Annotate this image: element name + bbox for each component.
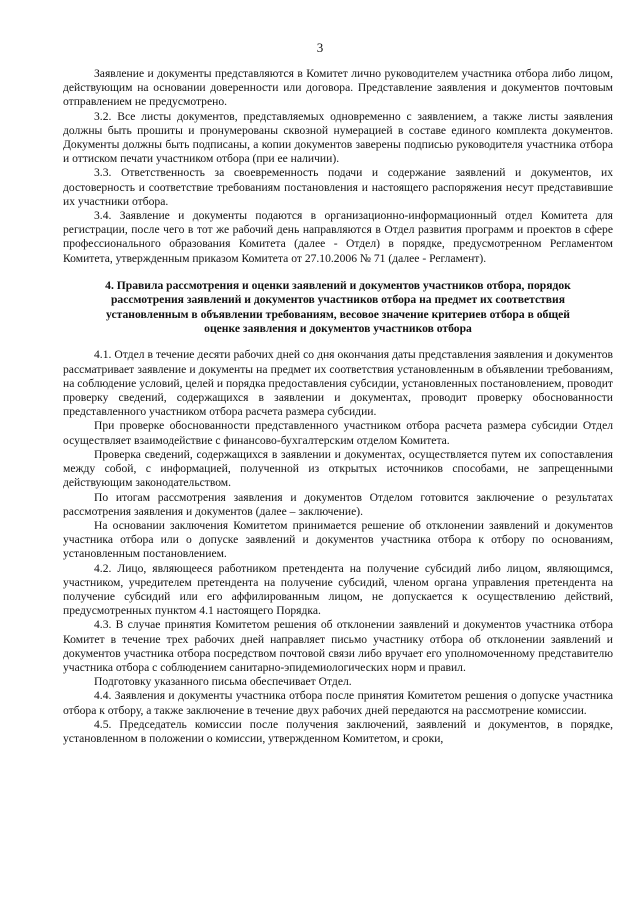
paragraph-4-1: 4.1. Отдел в течение десяти рабочих дней со дня окончания даты представления заявления и документов рассматривает заявление и документы на предмет их соответствия установленным в объявлении требованиям, на соблюдение условий, целей и порядка предоставления субсидии, установленных постановлением, проводит проверку сведений, содержащихся в заявлении и документах, проводит проверку обоснованности представленного участником отбора расчета размера субсидии. (63, 348, 613, 419)
paragraph-conclusion: По итогам рассмотрения заявления и документов Отделом готовится заключение о результатах рассмотрения заявления и документов (далее – заключение). (63, 490, 613, 518)
paragraph-information-check: Проверка сведений, содержащихся в заявлении и документах, осуществляется путем их сопоставления между собой, с информацией, полученной из открытых источников способами, не запрещенными действующим законодательством. (63, 447, 613, 490)
document-body (63, 67, 613, 746)
paragraph-4-2: 4.2. Лицо, являющееся работником претендента на получение субсидий либо лицом, являющимся, участником, учредителем претендента на получение субсидий, членом органа управления претендента на получение субсидий или его аффилированным лицом, не допускается к осуществлению действий, предусмотренных пунктом 4.1 настоящего Порядка. (63, 561, 613, 618)
paragraph-4-3: 4.3. В случае принятия Комитетом решения об отклонении заявлений и документов участника отбора Комитет в течение трех рабочих дней направляет письмо участнику отбора об отклонении заявлений и документов участника отбора посредством почтовой связи либо вручает его уполномоченному представителю участника отбора с соблюдением санитарно-эпидемиологических норм и правил. (63, 618, 613, 674)
section-4-heading-line: установленным в объявлении требованиям, весовое значение критериев отбора в общей (106, 307, 570, 321)
section-4-heading (63, 279, 613, 337)
section-4-heading-line: оценке заявления и документов участников отбора (204, 322, 472, 336)
section-4-heading-line: рассмотрения заявлений и документов участников отбора на предмет их соответствия (110, 293, 566, 307)
paragraph-3-3: 3.3. Ответственность за своевременность подачи и содержание заявлений и документов, их достоверность и соответствие требованиям постановления и настоящего распоряжения несут представившие их участники отбора. (63, 166, 613, 208)
paragraph-3-4: 3.4. Заявление и документы подаются в организационно-информационный отдел Комитета для регистрации, после чего в тот же рабочий день направляются в Отдел развития программ и проектов в сфере профессионального образования Комитета (далее - Отдел) в порядке, предусмотренном Регламентом Комитета, утвержденным приказом Комитета от 27.10.2006 № 71 (далее - Регламент). (63, 209, 613, 265)
section-4-heading-line: 4. Правила рассмотрения и оценки заявлений и документов участников отбора, порядок (105, 278, 571, 292)
paragraph-4-5: 4.5. Председатель комиссии после получения заключений, заявлений и документов, в порядке, установленном в положении о комиссии, утвержденном Комитетом, и сроки, (63, 717, 613, 745)
page-number: 3 (316, 40, 324, 55)
paragraph-committee-decision: На основании заключения Комитетом принимается решение об отклонении заявлений и документов участника отбора или о допуске заявлений и документов участника отбора к отбору по основаниям, установленным постановлением. (63, 518, 613, 561)
paragraph-submission: Заявление и документы представляются в Комитет лично руководителем участника отбора либо лицом, действующим на основании доверенности или договора. Представление заявления и документов почтовым отправлением не предусмотрено. (63, 67, 613, 109)
paragraph-calculation-check: При проверке обоснованности представленного участником отбора расчета размера субсидии Отдел осуществляет взаимодействие с финансово-бухгалтерским отделом Комитета. (63, 419, 613, 447)
paragraph-4-4: 4.4. Заявления и документы участника отбора после принятия Комитетом решения о допуске участника отбора к отбору, а также заключение в течение двух рабочих дней передаются на рассмотрение комиссии. (63, 689, 613, 717)
paragraph-3-2: 3.2. Все листы документов, представляемых одновременно с заявлением, а также листы заявления должны быть прошиты и пронумерованы сквозной нумерацией в составе единого комплекта документов. Документы должны быть подписаны, а копии документов заверены подписью руководителя участника отбора и оттиском печати участником отбора (при ее наличии). (63, 109, 613, 166)
paragraph-letter-preparation: Подготовку указанного письма обеспечивает Отдел. (94, 675, 352, 689)
